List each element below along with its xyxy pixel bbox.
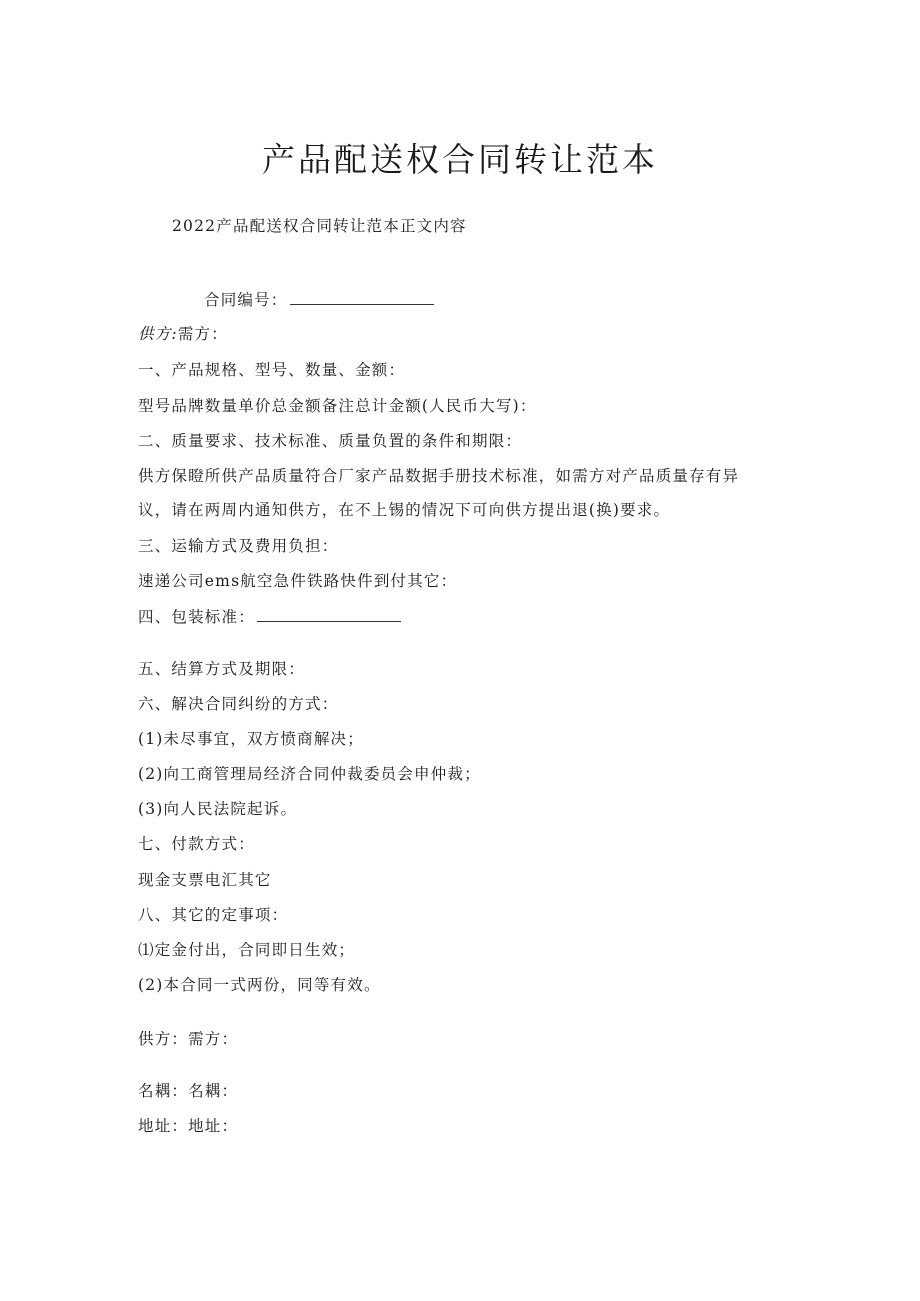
section-2-body-line-1: 供方保瞪所供产品质量符合厂家产品数据手册技术标准，如需方对产品质量存有异 bbox=[138, 467, 740, 485]
section-8-title: 八、其它的定事项： bbox=[138, 906, 289, 924]
section-6-item-3: (3)向人民法院起诉。 bbox=[138, 800, 298, 818]
parties-line bbox=[138, 324, 228, 344]
document-title: 产品配送权合同转让范本 bbox=[262, 140, 658, 179]
section-2-title: 二、质量要求、技术标准、质量负置的条件和期限： bbox=[138, 432, 523, 450]
section-8-item-1: ⑴定金付出，合同即日生效； bbox=[138, 941, 356, 959]
section-7-body: 现金支票电汇其它 bbox=[138, 871, 272, 889]
contract-number-blank bbox=[290, 290, 434, 305]
section-2-body-line-2: 议，请在两周内通知供方，在不上锡的情况下可向供方提出退(换)要求。 bbox=[138, 501, 671, 519]
section-4-line bbox=[138, 607, 401, 627]
section-6-item-1: (1)未尽事宜，双方愤商解决； bbox=[138, 730, 364, 748]
section-4-title: 四、包装标准： bbox=[138, 608, 255, 626]
contract-number-label: 合同编号： bbox=[204, 291, 288, 309]
section-1-body: 型号品牌数量单价总金额备注总计金额(人民币大写)： bbox=[138, 397, 537, 415]
section-5-title: 五、结算方式及期限： bbox=[138, 660, 306, 678]
section-3-title: 三、运输方式及费用负担： bbox=[138, 537, 339, 555]
document-subtitle: 2022产品配送权合同转让范本正文内容 bbox=[172, 217, 467, 235]
supplier-label: 供方: bbox=[138, 325, 178, 343]
section-7-title: 七、付款方式： bbox=[138, 835, 255, 853]
section-1-title: 一、产品规格、型号、数量、金额： bbox=[138, 361, 406, 379]
signature-address: 地址：地址： bbox=[138, 1117, 239, 1135]
packaging-standard-blank bbox=[257, 607, 401, 622]
section-8-item-2: (2)本合同一式两份，同等有效。 bbox=[138, 976, 381, 994]
signature-parties: 供方：需方： bbox=[138, 1030, 239, 1048]
section-3-body: 速递公司ems航空急件铁路快件到付其它： bbox=[138, 572, 458, 590]
contract-number-line bbox=[204, 290, 434, 310]
section-6-item-2: (2)向工商管理局经济合同仲裁委员会申仲裁； bbox=[138, 765, 481, 783]
section-6-title: 六、解决合同纠纷的方式： bbox=[138, 695, 339, 713]
buyer-label: 需方： bbox=[177, 325, 228, 343]
signature-name: 名耦：名耦： bbox=[138, 1082, 239, 1100]
